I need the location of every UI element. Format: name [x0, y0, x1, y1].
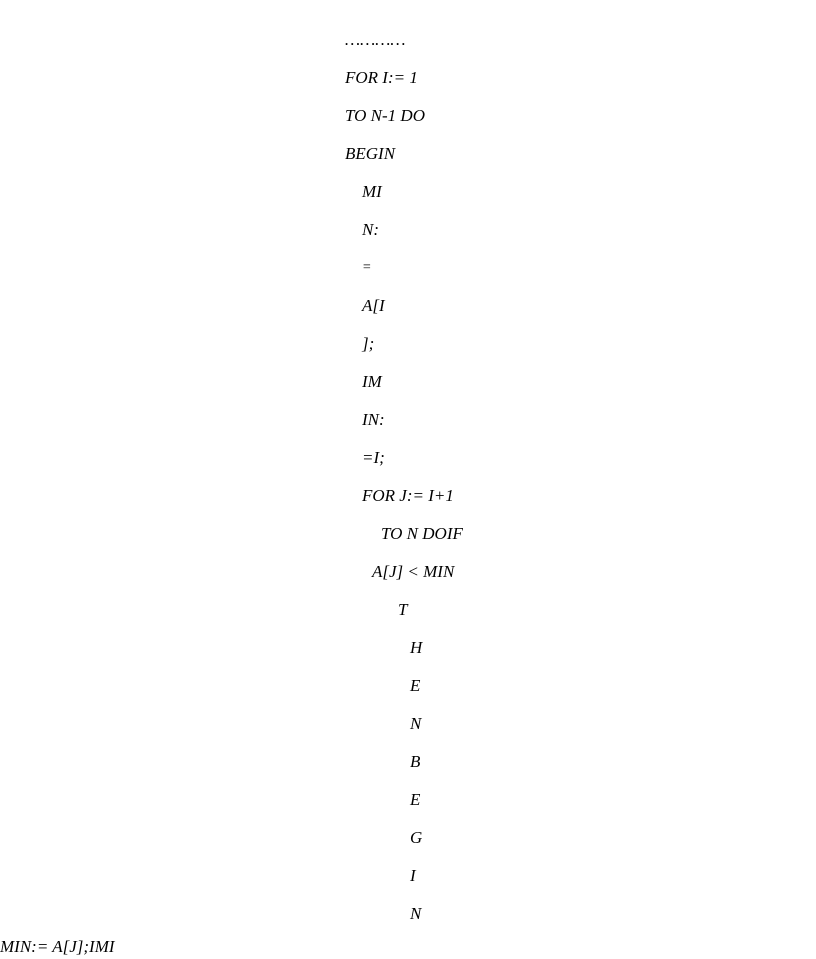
code-line-i: I — [410, 866, 416, 885]
code-line-im: IM — [362, 372, 382, 391]
code-line-in-colon: IN: — [362, 410, 385, 429]
code-line-for-j: FOR J:= I+1 — [362, 486, 454, 505]
code-line-bracket: ]; — [362, 334, 375, 353]
code-line-if-cond: A[J] < MIN — [372, 562, 455, 581]
code-line-t: T — [398, 600, 408, 619]
ellipsis-line: ………… — [345, 30, 406, 49]
code-line-e2: E — [410, 790, 421, 809]
code-line-mi: MI — [362, 182, 382, 201]
code-line-begin: BEGIN — [345, 144, 396, 163]
code-line-n1: N — [410, 714, 422, 733]
code-line-b: B — [410, 752, 421, 771]
code-line-for-i: FOR I:= 1 — [345, 68, 418, 87]
code-line-eq-i: =I; — [362, 448, 385, 467]
code-line-a-i: A[I — [362, 296, 385, 315]
code-line-g: G — [410, 828, 423, 847]
code-line-equals: = — [362, 260, 372, 275]
code-line-n-colon: N: — [362, 220, 379, 239]
code-line-h: H — [410, 638, 423, 657]
code-line-n2: N — [410, 904, 422, 923]
code-line-to-n-1: TO N-1 DO — [345, 106, 425, 125]
code-line-min-assign: MIN:= A[J];IMI — [0, 937, 115, 956]
code-line-e1: E — [410, 676, 421, 695]
code-line-to-n-doif: TO N DOIF — [381, 524, 463, 543]
